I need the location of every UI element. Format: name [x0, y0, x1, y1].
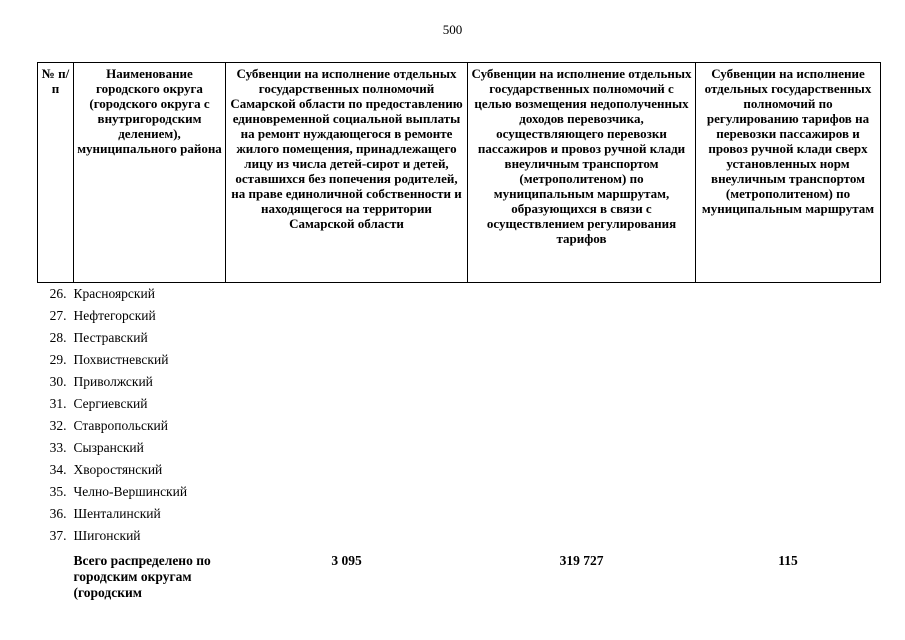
- total-value-3: 115: [778, 553, 798, 568]
- row-empty-cell: [696, 415, 881, 437]
- row-empty-cell: [468, 327, 696, 349]
- row-empty-cell: [226, 525, 468, 547]
- header-district-name: Наименование городского округа (городского округа с внутригородским делением), муниципального района: [74, 63, 226, 283]
- header-subvention-metro-compensation: Субвенции на исполнение отдельных государственных полномочий с целью возмещения недополученных доходов перевозчика, осуществляющего перевозки пассажиров и провоз ручной клади внеуличным транспортом (метрополитеном) по муниципальным маршрутам, образующихся в связи с осуществлением регулирования тарифов: [468, 63, 696, 283]
- table-header-row: [38, 63, 881, 283]
- row-empty-cell: [468, 415, 696, 437]
- row-empty-cell: [696, 503, 881, 525]
- row-empty-cell: [468, 437, 696, 459]
- row-district-name: Шигонский: [73, 528, 141, 543]
- row-empty-cell: [468, 503, 696, 525]
- row-empty-cell: [226, 415, 468, 437]
- table-row: [38, 415, 881, 437]
- table-row: [38, 459, 881, 481]
- row-district-name: Пестравский: [73, 330, 148, 345]
- row-empty-cell: [468, 525, 696, 547]
- row-district-name: Сызранский: [73, 440, 144, 455]
- row-number: 32.: [49, 418, 67, 433]
- row-empty-cell: [226, 437, 468, 459]
- row-district-name: Приволжский: [73, 374, 153, 389]
- row-district-name: Сергиевский: [73, 396, 148, 411]
- row-empty-cell: [696, 437, 881, 459]
- table-row: [38, 481, 881, 503]
- row-empty-cell: [468, 481, 696, 503]
- table-row: [38, 371, 881, 393]
- row-number: 35.: [49, 484, 67, 499]
- row-empty-cell: [226, 327, 468, 349]
- table-body: [38, 283, 881, 602]
- row-empty-cell: [696, 393, 881, 415]
- total-value-2: 319 727: [559, 553, 604, 568]
- row-number: 30.: [49, 374, 67, 389]
- table-row: [38, 349, 881, 371]
- row-empty-cell: [226, 349, 468, 371]
- row-district-name: Нефтегорский: [73, 308, 156, 323]
- row-empty-cell: [468, 283, 696, 306]
- row-district-name: Челно-Вершинский: [73, 484, 188, 499]
- total-row: [38, 547, 881, 601]
- table-row: [38, 305, 881, 327]
- table-row: [38, 393, 881, 415]
- table-row: [38, 327, 881, 349]
- header-number: № п/п: [38, 63, 74, 283]
- row-number: 26.: [49, 286, 67, 301]
- row-district-name: Ставропольский: [73, 418, 168, 433]
- row-number: 37.: [49, 528, 67, 543]
- row-empty-cell: [696, 525, 881, 547]
- row-empty-cell: [696, 371, 881, 393]
- table-row: [38, 525, 881, 547]
- table-row: [38, 437, 881, 459]
- row-number: 27.: [49, 308, 67, 323]
- row-empty-cell: [468, 349, 696, 371]
- row-empty-cell: [696, 327, 881, 349]
- row-empty-cell: [468, 371, 696, 393]
- row-number: 34.: [49, 462, 67, 477]
- header-subvention-metro-tariffs: Субвенции на исполнение отдельных государственных полномочий по регулированию тарифов на перевозки пассажиров и провоз ручной клади сверх установленных норм внеуличным транспортом (метрополитеном) по муниципальным маршрутам: [696, 63, 881, 283]
- row-number: 36.: [49, 506, 67, 521]
- row-empty-cell: [696, 305, 881, 327]
- row-empty-cell: [226, 393, 468, 415]
- row-district-name: Хворостянский: [73, 462, 163, 477]
- table-row: [38, 283, 881, 306]
- table-row: [38, 503, 881, 525]
- header-subvention-orphans-housing: Субвенции на исполнение отдельных государственных полномочий Самарской области по предоставлению единовременной социальной выплаты на ремонт нуждающегося в ремонте жилого помещения, принадлежащего лицу из числа детей-сирот и детей, оставшихся без попечения родителей, на праве единоличной собственности и находящегося на территории Самарской области: [226, 63, 468, 283]
- row-number: 33.: [49, 440, 67, 455]
- row-number: 31.: [49, 396, 67, 411]
- row-empty-cell: [468, 393, 696, 415]
- row-empty-cell: [468, 459, 696, 481]
- total-number-cell: [38, 547, 74, 601]
- row-number: 29.: [49, 352, 67, 367]
- row-empty-cell: [226, 481, 468, 503]
- row-empty-cell: [468, 305, 696, 327]
- row-district-name: Похвистневский: [73, 352, 169, 367]
- row-empty-cell: [696, 349, 881, 371]
- row-district-name: Шенталинский: [73, 506, 161, 521]
- row-empty-cell: [226, 503, 468, 525]
- row-empty-cell: [696, 283, 881, 306]
- row-empty-cell: [226, 371, 468, 393]
- row-empty-cell: [696, 459, 881, 481]
- total-value-1: 3 095: [331, 553, 362, 568]
- row-empty-cell: [226, 283, 468, 306]
- row-district-name: Красноярский: [73, 286, 155, 301]
- total-label: Всего распределено по городским округам (городским: [73, 553, 211, 600]
- row-empty-cell: [226, 305, 468, 327]
- row-empty-cell: [696, 481, 881, 503]
- row-number: 28.: [49, 330, 67, 345]
- row-empty-cell: [226, 459, 468, 481]
- subventions-table: [37, 62, 881, 601]
- page-number: 500: [442, 22, 463, 37]
